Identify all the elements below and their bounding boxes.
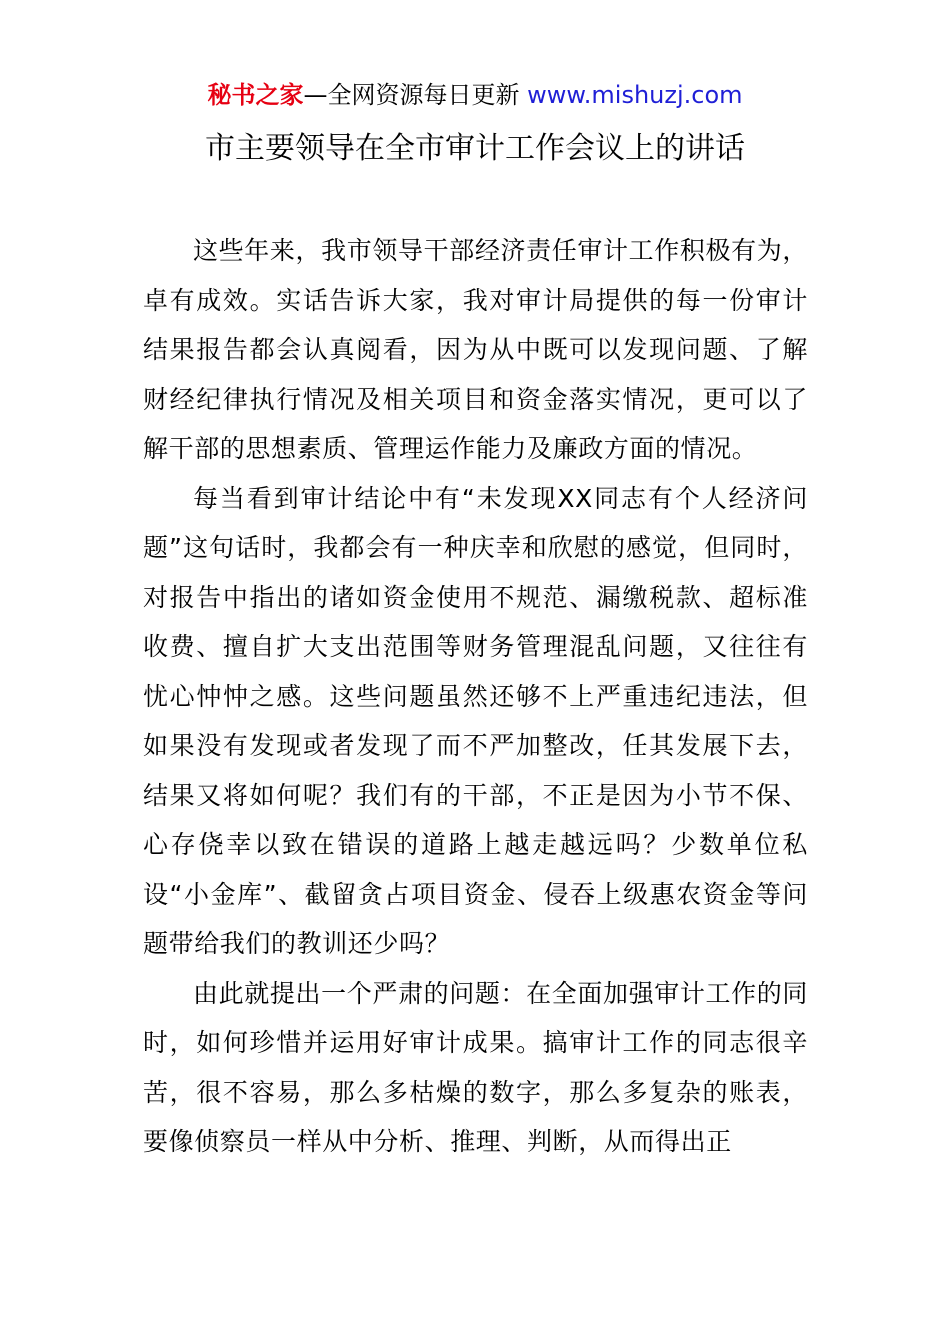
paragraph-3: 由此就提出一个严肃的问题：在全面加强审计工作的同时，如何珍惜并运用好审计成果。搞审计工作的同志很辛苦，很不容易，那么多枯燥的数字，那么多复杂的账表，要像侦察员一样从中分析、推理、判断，从而得出正 [143,978,808,1156]
paragraph-2: 每当看到审计结论中有“未发现XX同志有个人经济问题”这句话时，我都会有一种庆幸和欣慰的感觉，但同时，对报告中指出的诸如资金使用不规范、漏缴税款、超标准收费、擅自扩大支出范围等财务管理混乱问题，又往往有忧心忡忡之感。这些问题虽然还够不上严重违纪违法，但如果没有发现或者发现了而不严加整改，任其发展下去，结果又将如何呢？我们有的干部，不正是因为小节不保、心存侥幸以致在错误的道路上越走越远吗？少数单位私设“小金库”、截留贪占项目资金、侵吞上级惠农资金等问题带给我们的教训还少吗？ [143,483,808,958]
document-title: 市主要领导在全市审计工作会议上的讲话 [205,131,745,166]
site-header [0,78,950,112]
header-tagline: —全网资源每日更新 [303,81,520,109]
paragraph-1: 这些年来，我市领导干部经济责任审计工作积极有为，卓有成效。实话告诉大家，我对审计局提供的每一份审计结果报告都会认真阅看，因为从中既可以发现问题、了解财经纪律执行情况及相关项目和资金落实情况，更可以了解干部的思想素质、管理运作能力及廉政方面的情况。 [143,236,808,463]
document-body [143,226,808,1167]
brand-name: 秘书之家 [207,81,304,109]
site-url-link[interactable]: www.mishuzj.com [527,81,743,109]
